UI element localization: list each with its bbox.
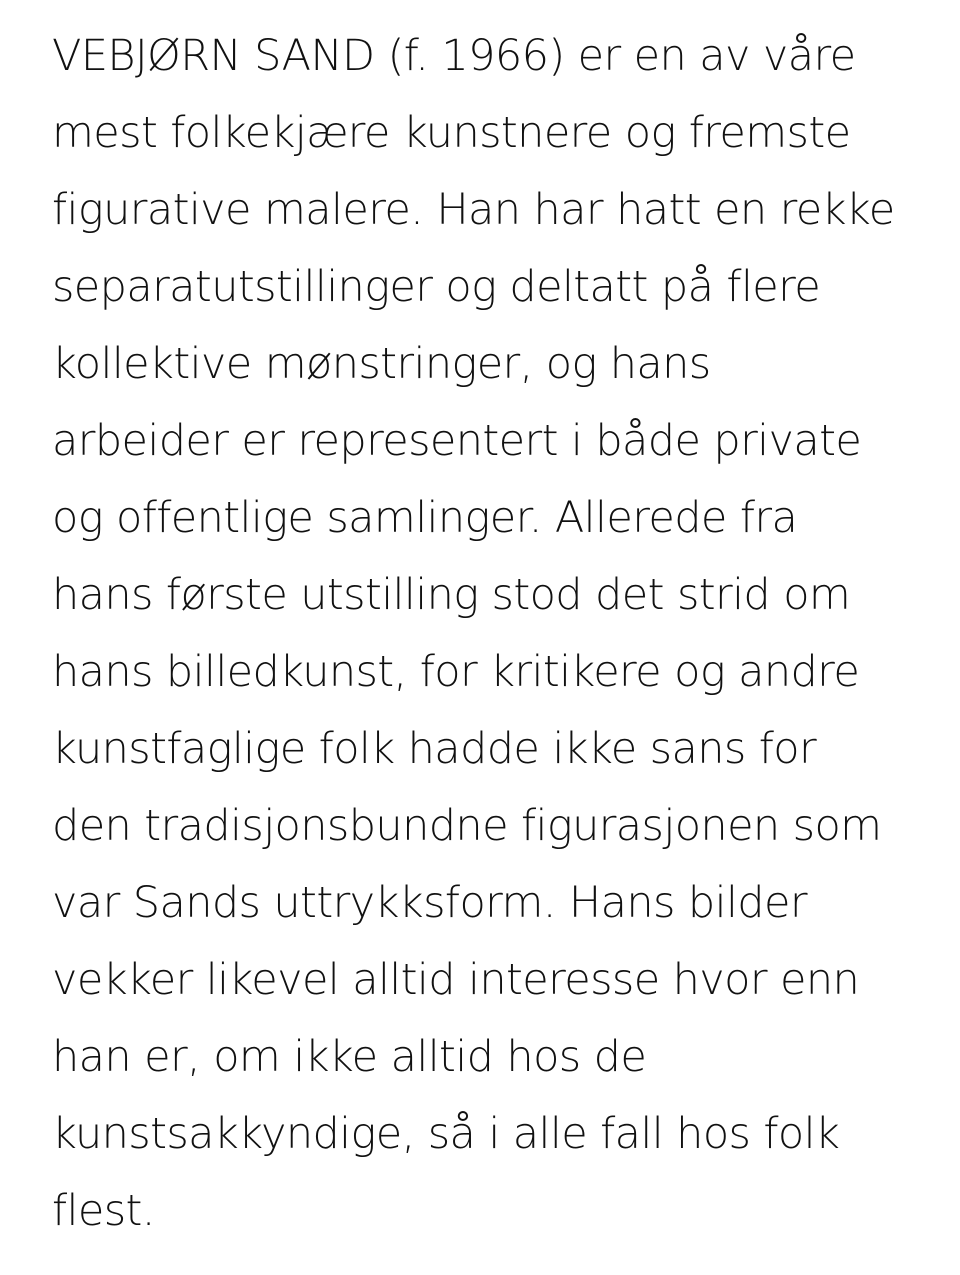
bio-line-9: hans billedkunst, for kritikere og andre [52,647,860,697]
bio-line-4: separatutstillinger og deltatt på flere [52,262,821,312]
bio-line-5: kollektive mønstringer, og hans [52,339,711,389]
bio-line-13: vekker likevel alltid interesse hvor enn [52,955,860,1005]
bio-line-16: flest. [52,1186,155,1236]
bio-line-6: arbeider er representert i både private [52,416,862,466]
artist-bio-paragraph [52,18,932,1250]
bio-line-12: var Sands uttrykksform. Hans bilder [52,878,807,928]
bio-line-3: figurative malere. Han har hatt en rekke [52,185,895,235]
bio-line-8: hans første utstilling stod det strid om [52,570,851,620]
bio-line-14: han er, om ikke alltid hos de [52,1032,647,1082]
bio-line-7: og offentlige samlinger. Allerede fra [52,493,798,543]
bio-line-11: den tradisjonsbundne figurasjonen som [52,801,882,851]
bio-line-1: VEBJØRN SAND (f. 1966) er en av våre [52,31,856,81]
bio-line-15: kunstsakkyndige, så i alle fall hos folk [52,1109,840,1159]
bio-line-2: mest folkekjære kunstnere og fremste [52,108,851,158]
bio-line-10: kunstfaglige folk hadde ikke sans for [52,724,817,774]
